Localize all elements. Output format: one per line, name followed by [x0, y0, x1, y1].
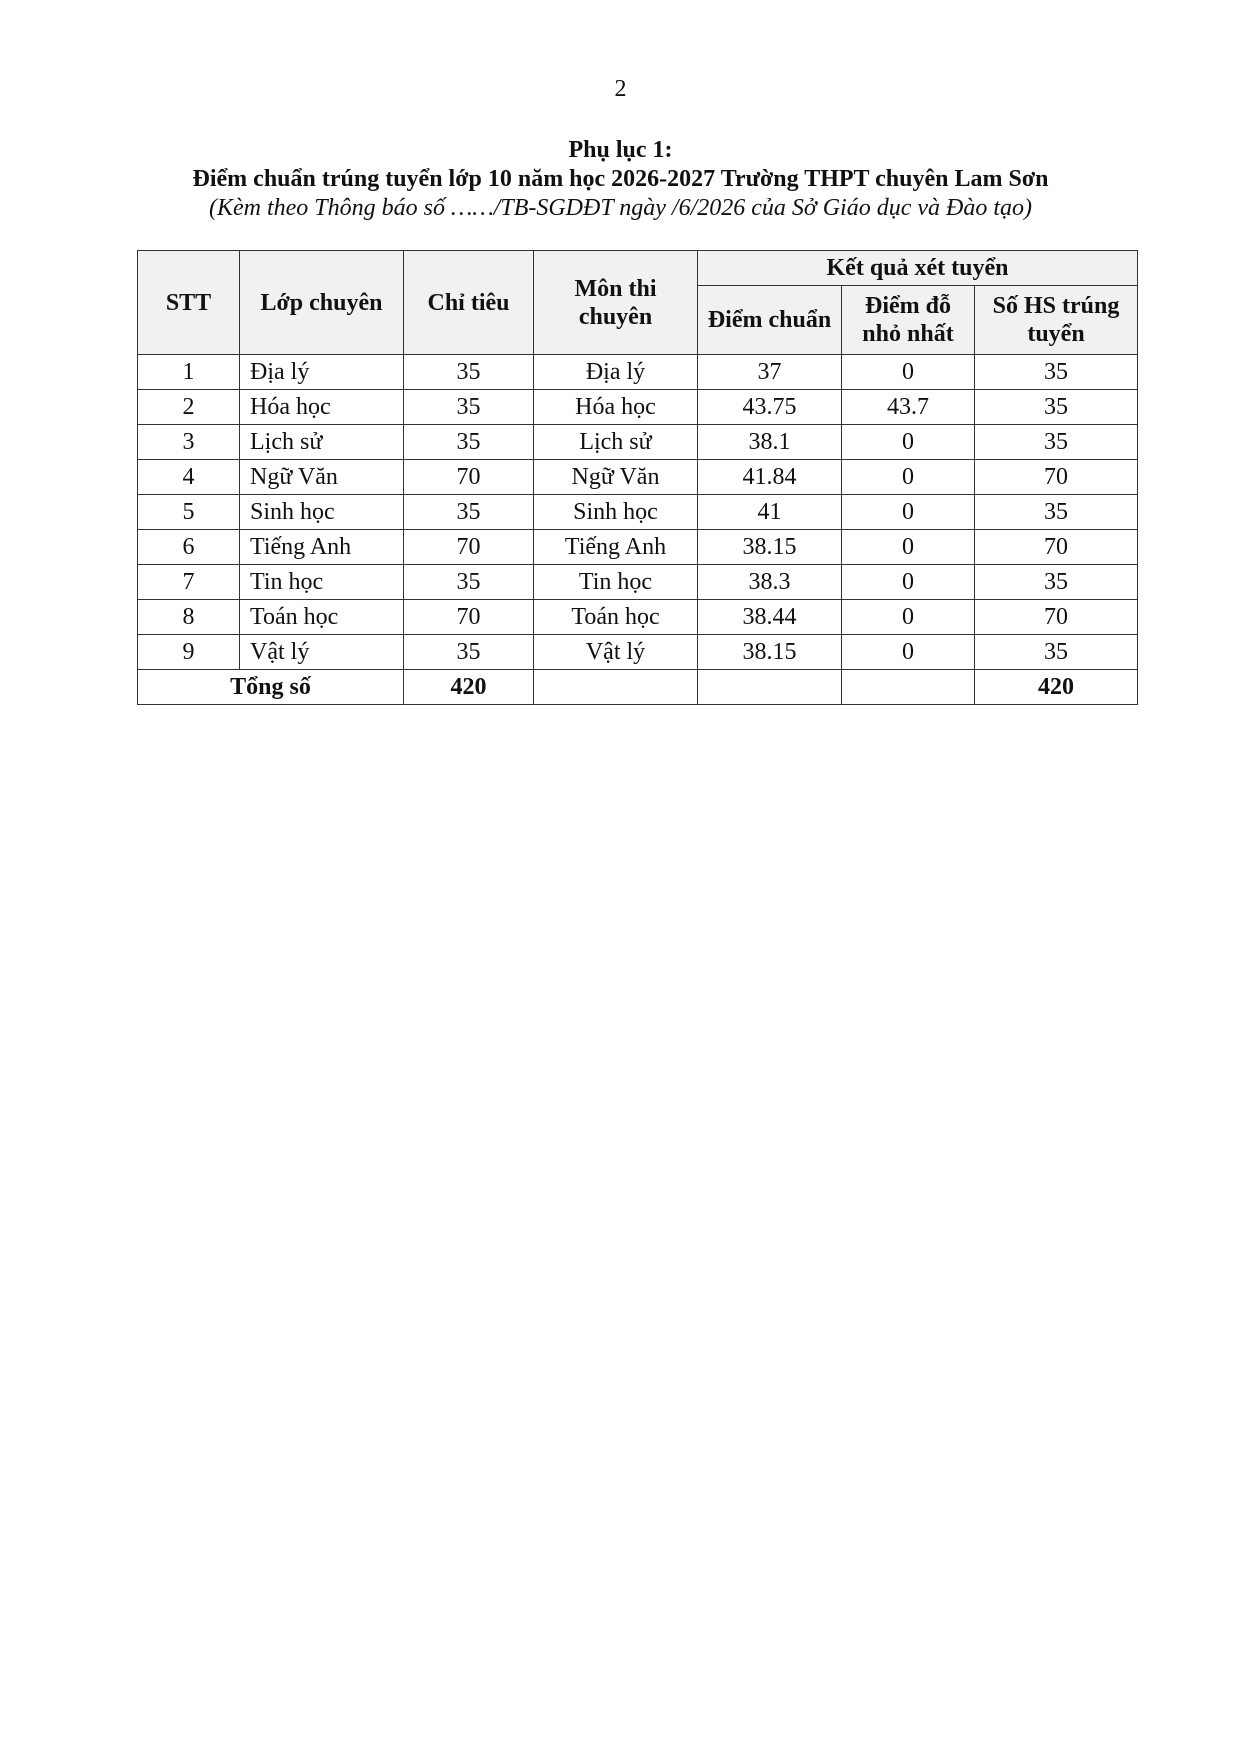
- header-diem-chuan: Điểm chuẩn: [698, 286, 842, 355]
- appendix-label: Phụ lục 1:: [568, 137, 673, 163]
- cell-mon-thi: Hóa học: [534, 390, 698, 425]
- cell-so-hs: 35: [975, 390, 1138, 425]
- table-header: [138, 251, 1138, 355]
- header-so-hs: Số HS trúng tuyển: [975, 286, 1138, 355]
- table-row: [138, 600, 1138, 635]
- table-body: [138, 355, 1138, 705]
- cell-stt: 2: [138, 390, 240, 425]
- cell-diem-chuan: 43.75: [698, 390, 842, 425]
- page-number: 2: [614, 76, 627, 102]
- header-stt: STT: [138, 251, 240, 355]
- cell-chi-tieu: 70: [404, 600, 534, 635]
- cell-mon-thi: Lịch sử: [534, 425, 698, 460]
- total-row: [138, 670, 1138, 705]
- cell-diem-chuan: 38.44: [698, 600, 842, 635]
- cell-lop-chuyen: Toán học: [240, 600, 404, 635]
- cell-so-hs: 35: [975, 635, 1138, 670]
- document-subtitle: (Kèm theo Thông báo số ……/TB-SGDĐT ngày /6/2026 của Sở Giáo dục và Đào tạo): [209, 195, 1032, 221]
- cell-diem-chuan: 38.1: [698, 425, 842, 460]
- cell-diem-do: 0: [842, 530, 975, 565]
- cell-diem-do: 0: [842, 425, 975, 460]
- header-lop-chuyen: Lớp chuyên: [240, 251, 404, 355]
- cell-stt: 5: [138, 495, 240, 530]
- cell-mon-thi: Tin học: [534, 565, 698, 600]
- cell-diem-chuan: 38.3: [698, 565, 842, 600]
- cell-lop-chuyen: Địa lý: [240, 355, 404, 390]
- cell-diem-do: 0: [842, 565, 975, 600]
- header-mon-thi: Môn thi chuyên: [534, 251, 698, 355]
- cell-diem-chuan: 41: [698, 495, 842, 530]
- cell-diem-do: 0: [842, 355, 975, 390]
- total-empty-diem-chuan: [698, 670, 842, 705]
- table-row: [138, 390, 1138, 425]
- admission-results-table: [137, 250, 1138, 705]
- cell-diem-chuan: 38.15: [698, 530, 842, 565]
- cell-chi-tieu: 35: [404, 390, 534, 425]
- cell-diem-do: 0: [842, 495, 975, 530]
- cell-diem-chuan: 41.84: [698, 460, 842, 495]
- header-chi-tieu: Chỉ tiêu: [404, 251, 534, 355]
- cell-chi-tieu: 70: [404, 530, 534, 565]
- cell-lop-chuyen: Hóa học: [240, 390, 404, 425]
- cell-mon-thi: Ngữ Văn: [534, 460, 698, 495]
- cell-chi-tieu: 35: [404, 565, 534, 600]
- header-diem-do: Điểm đỗ nhỏ nhất: [842, 286, 975, 355]
- cell-diem-do: 43.7: [842, 390, 975, 425]
- cell-lop-chuyen: Ngữ Văn: [240, 460, 404, 495]
- document-title: Điểm chuẩn trúng tuyển lớp 10 năm học 2026-2027 Trường THPT chuyên Lam Sơn: [192, 166, 1049, 192]
- table-row: [138, 635, 1138, 670]
- cell-stt: 9: [138, 635, 240, 670]
- cell-diem-do: 0: [842, 600, 975, 635]
- cell-so-hs: 70: [975, 460, 1138, 495]
- cell-stt: 4: [138, 460, 240, 495]
- cell-chi-tieu: 35: [404, 635, 534, 670]
- cell-lop-chuyen: Tin học: [240, 565, 404, 600]
- total-empty-mon: [534, 670, 698, 705]
- cell-diem-chuan: 38.15: [698, 635, 842, 670]
- cell-so-hs: 35: [975, 565, 1138, 600]
- cell-stt: 8: [138, 600, 240, 635]
- table-row: [138, 425, 1138, 460]
- total-empty-diem-do: [842, 670, 975, 705]
- cell-lop-chuyen: Sinh học: [240, 495, 404, 530]
- cell-so-hs: 35: [975, 425, 1138, 460]
- cell-mon-thi: Vật lý: [534, 635, 698, 670]
- cell-chi-tieu: 35: [404, 495, 534, 530]
- cell-mon-thi: Sinh học: [534, 495, 698, 530]
- cell-stt: 7: [138, 565, 240, 600]
- total-so-hs: 420: [975, 670, 1138, 705]
- table-row: [138, 565, 1138, 600]
- table-row: [138, 460, 1138, 495]
- cell-chi-tieu: 35: [404, 355, 534, 390]
- table-row: [138, 495, 1138, 530]
- cell-so-hs: 35: [975, 495, 1138, 530]
- cell-chi-tieu: 70: [404, 460, 534, 495]
- cell-lop-chuyen: Tiếng Anh: [240, 530, 404, 565]
- cell-stt: 1: [138, 355, 240, 390]
- table-row: [138, 355, 1138, 390]
- cell-so-hs: 35: [975, 355, 1138, 390]
- cell-chi-tieu: 35: [404, 425, 534, 460]
- cell-lop-chuyen: Vật lý: [240, 635, 404, 670]
- cell-lop-chuyen: Lịch sử: [240, 425, 404, 460]
- cell-diem-do: 0: [842, 635, 975, 670]
- cell-mon-thi: Tiếng Anh: [534, 530, 698, 565]
- document-heading: [0, 136, 1241, 223]
- cell-diem-chuan: 37: [698, 355, 842, 390]
- cell-mon-thi: Địa lý: [534, 355, 698, 390]
- table-row: [138, 530, 1138, 565]
- total-chi-tieu: 420: [404, 670, 534, 705]
- cell-so-hs: 70: [975, 600, 1138, 635]
- cell-so-hs: 70: [975, 530, 1138, 565]
- cell-stt: 3: [138, 425, 240, 460]
- cell-diem-do: 0: [842, 460, 975, 495]
- cell-mon-thi: Toán học: [534, 600, 698, 635]
- total-label: Tổng số: [138, 670, 404, 705]
- cell-stt: 6: [138, 530, 240, 565]
- header-ket-qua: Kết quả xét tuyển: [698, 251, 1138, 286]
